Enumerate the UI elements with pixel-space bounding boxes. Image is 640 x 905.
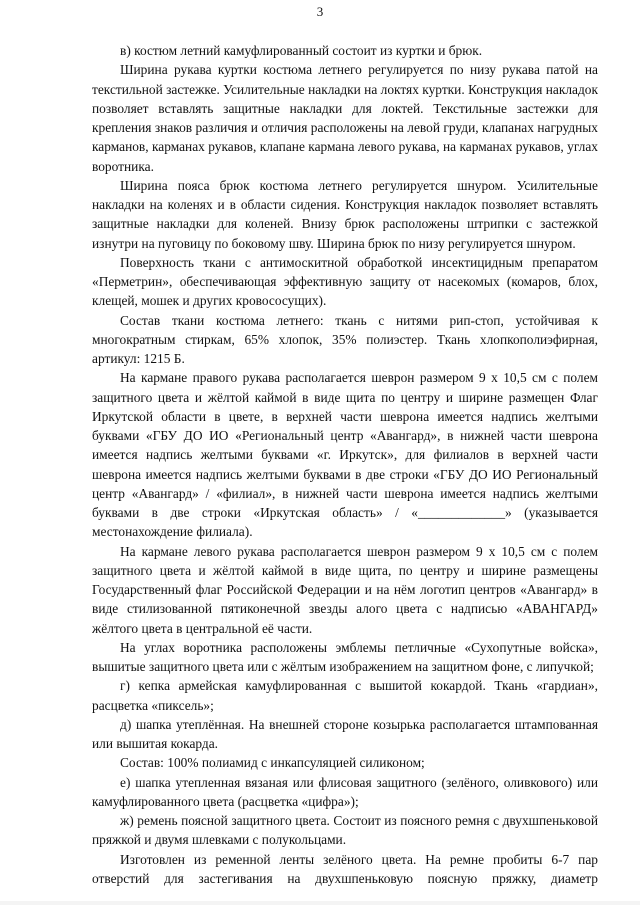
paragraph-belt-manufacture: Изготовлен из ременной ленты зелёного цвета. На ремне пробиты 6-7 пар отверстий для застегивания на двухшпеньковую поясную пряжку, диаметр <box>92 851 598 886</box>
paragraph-fabric-treatment: Поверхность ткани с антимоскитной обработкой инсектицидным препаратом «Перметрин», обеспечивающая эффективную защиту от насекомых (комаров, блох, клещей, мошек и других кровососущих). <box>92 254 598 309</box>
paragraph-collar-emblems: На углах воротника расположены эмблемы петличные «Сухопутные войска», вышитые защитного цвета или с жёлтым изображением на защитном фоне, с липучкой; <box>92 639 598 674</box>
paragraph-left-sleeve-chevron: На кармане левого рукава располагается шеврон размером 9 х 10,5 см с полем защитного цвета и жёлтой каймой в виде щита, по центру и ширине размещены Государственный флаг Российской Федерации и на нём логотип центров «Авангард» в виде стилизованной пятиконечной звезды алого цвета с надписью «АВАНГАРД» жёлтого цвета в центральной её части. <box>92 543 598 636</box>
paragraph-trousers: Ширина пояса брюк костюма летнего регулируется шнуром. Усилительные накладки на коленях и в области сидения. Конструкция накладок позволяет вставлять защитные накладки для коленей. Внизу брюк расположены штрипки с застежкой изнутри на пуговицу по боковому шву. Ширина брюк по низу регулируется шнуром. <box>92 177 598 251</box>
paragraph-fabric-composition: Состав ткани костюма летнего: ткань с нитями рип-стоп, устойчивая к многократным стиркам, 65% хлопок, 35% полиэстер. Ткань хлопкополиэфирная, артикул: 1215 Б. <box>92 312 598 366</box>
paragraph-summer-suit-intro: в) костюм летний камуфлированный состоит из куртки и брюк. <box>120 43 483 58</box>
document-body <box>92 41 598 888</box>
paragraph-knitted-hat: е) шапка утепленная вязаная или флисовая защитного (зелёного, оливкового) или камуфлированного цвета (расцветка «цифра»); <box>92 774 598 809</box>
page-bottom-edge <box>0 901 640 905</box>
paragraph-hat-composition: Состав: 100% полиамид с инкапсуляцией силиконом; <box>120 755 425 771</box>
paragraph-right-sleeve-chevron: На кармане правого рукава располагается шеврон размером 9 х 10,5 см с полем защитного цвета и жёлтой каймой в виде щита по центру и ширине размещен Флаг Иркутской области в цвете, в верхней части шеврона имеется надпись желтыми буквами «ГБУ ДО ИО «Региональный центр «Авангард», в нижней части шеврона имеется надпись желтыми буквами «г. Иркутск», для филиалов в верхней части шеврона имеется надпись желтыми буквами в две строки «ГБУ ДО ИО Региональный центр «Авангард» / «филиал», в нижней части шеврона имеется надпись желтыми буквами в две строки «Иркутская область» / «_____________» (указывается местонахождение филиала). <box>92 370 598 540</box>
page-number: 3 <box>316 4 324 19</box>
paragraph-belt: ж) ремень поясной защитного цвета. Состоит из поясного ремня с двухшпеньковой пряжкой и двумя шлевками с полукольцами. <box>92 813 598 848</box>
paragraph-cap: г) кепка армейская камуфлированная с вышитой кокардой. Ткань «гардиан», расцветка «пиксель»; <box>92 678 598 713</box>
paragraph-warm-hat: д) шапка утеплённая. На внешней стороне козырька располагается штампованная или вышитая кокарда. <box>92 716 598 751</box>
paragraph-jacket-sleeve: Ширина рукава куртки костюма летнего регулируется по низу рукава патой на текстильной застежке. Усилительные накладки на локтях куртки. Конструкция накладок позволяет вставлять защитные накладки для локтей. Текстильные застежки для крепления знаков различия и отличия расположены на левой груди, клапанах нагрудных карманов, карманах рукавов, клапане кармана левого рукава, на карманах рукавов, углах воротника. <box>92 62 598 174</box>
